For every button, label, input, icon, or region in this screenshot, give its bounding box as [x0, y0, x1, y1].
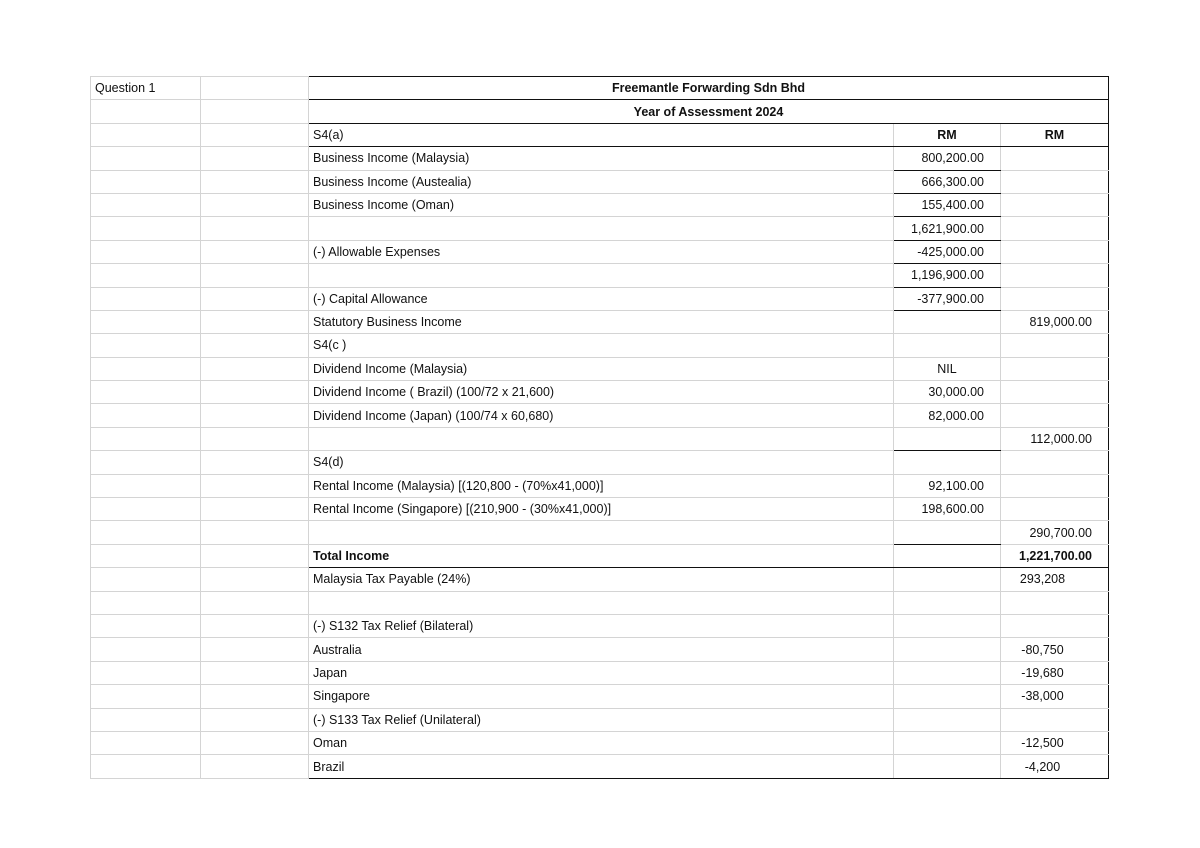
empty-cell[interactable]: [91, 240, 201, 263]
row-label[interactable]: Dividend Income ( Brazil) (100/72 x 21,600): [309, 381, 894, 404]
question-label-cell[interactable]: Question 1: [91, 77, 201, 100]
amount-a-cell[interactable]: [894, 708, 1001, 731]
amount-a-cell[interactable]: 1,621,900.00: [894, 217, 1001, 240]
empty-cell[interactable]: [201, 147, 309, 170]
amount-b-cell[interactable]: [1001, 708, 1109, 731]
table-row: [91, 170, 1109, 193]
row-label[interactable]: S4(d): [309, 451, 894, 474]
empty-cell[interactable]: [91, 264, 201, 287]
empty-cell[interactable]: [91, 334, 201, 357]
row-label[interactable]: Australia: [309, 638, 894, 661]
table-row: [91, 264, 1109, 287]
empty-cell[interactable]: [201, 240, 309, 263]
amount-a-cell[interactable]: [894, 568, 1001, 591]
row-label[interactable]: (-) Capital Allowance: [309, 287, 894, 310]
amount-b-cell[interactable]: [1001, 498, 1109, 521]
row-label[interactable]: (-) S133 Tax Relief (Unilateral): [309, 708, 894, 731]
empty-cell[interactable]: [201, 638, 309, 661]
amount-b-cell[interactable]: [1001, 193, 1109, 216]
empty-cell[interactable]: [201, 568, 309, 591]
empty-cell[interactable]: [201, 404, 309, 427]
empty-cell[interactable]: [91, 170, 201, 193]
table-row: [91, 731, 1109, 754]
empty-cell[interactable]: [201, 170, 309, 193]
amount-b-cell[interactable]: [1001, 170, 1109, 193]
amount-b-cell[interactable]: [1001, 217, 1109, 240]
table-row: [91, 685, 1109, 708]
amount-b-cell[interactable]: [1001, 357, 1109, 380]
amount-b-cell[interactable]: [1001, 474, 1109, 497]
amount-a-cell[interactable]: [894, 755, 1001, 778]
row-label[interactable]: Total Income: [309, 544, 894, 567]
table-row: [91, 568, 1109, 591]
amount-a-cell[interactable]: -425,000.00: [894, 240, 1001, 263]
empty-cell[interactable]: [91, 638, 201, 661]
empty-cell[interactable]: [91, 661, 201, 684]
row-label[interactable]: Business Income (Oman): [309, 193, 894, 216]
empty-cell[interactable]: [91, 217, 201, 240]
empty-cell[interactable]: [201, 661, 309, 684]
amount-a-cell[interactable]: [894, 451, 1001, 474]
row-label[interactable]: Rental Income (Malaysia) [(120,800 - (70%x41,000)]: [309, 474, 894, 497]
empty-cell[interactable]: [201, 544, 309, 567]
amount-b-cell[interactable]: 293,208: [1001, 568, 1109, 591]
empty-cell[interactable]: [91, 193, 201, 216]
amount-a-cell[interactable]: [894, 544, 1001, 567]
amount-a-cell[interactable]: 30,000.00: [894, 381, 1001, 404]
empty-cell[interactable]: [201, 217, 309, 240]
empty-cell[interactable]: [201, 498, 309, 521]
amount-b-cell[interactable]: [1001, 381, 1109, 404]
empty-cell[interactable]: [201, 427, 309, 450]
empty-cell[interactable]: [201, 474, 309, 497]
empty-cell[interactable]: [91, 404, 201, 427]
empty-cell[interactable]: [91, 568, 201, 591]
amount-b-cell[interactable]: [1001, 147, 1109, 170]
table-row: [91, 521, 1109, 544]
amount-b-cell[interactable]: 112,000.00: [1001, 427, 1109, 450]
empty-cell[interactable]: [91, 474, 201, 497]
amount-a-cell[interactable]: 82,000.00: [894, 404, 1001, 427]
amount-a-cell[interactable]: [894, 310, 1001, 333]
empty-cell[interactable]: [201, 591, 309, 614]
amount-a-cell[interactable]: 198,600.00: [894, 498, 1001, 521]
row-label[interactable]: Statutory Business Income: [309, 310, 894, 333]
table-row: [91, 357, 1109, 380]
empty-cell[interactable]: [91, 357, 201, 380]
amount-b-cell[interactable]: [1001, 591, 1109, 614]
table-row: [91, 381, 1109, 404]
empty-cell[interactable]: [201, 287, 309, 310]
amount-a-cell[interactable]: [894, 638, 1001, 661]
empty-cell[interactable]: [91, 310, 201, 333]
table-row: [91, 193, 1109, 216]
row-label[interactable]: S4(c ): [309, 334, 894, 357]
table-row: [91, 147, 1109, 170]
company-name[interactable]: Freemantle Forwarding Sdn Bhd: [309, 77, 1109, 100]
amount-b-cell[interactable]: -4,200: [1001, 755, 1109, 778]
empty-cell[interactable]: [201, 755, 309, 778]
empty-cell[interactable]: [201, 357, 309, 380]
row-label[interactable]: Japan: [309, 661, 894, 684]
empty-cell[interactable]: [91, 521, 201, 544]
row-label[interactable]: [309, 591, 894, 614]
empty-cell[interactable]: [201, 193, 309, 216]
amount-b-cell[interactable]: -38,000: [1001, 685, 1109, 708]
table-row: [91, 638, 1109, 661]
row-label[interactable]: Dividend Income (Malaysia): [309, 357, 894, 380]
table-row: [91, 614, 1109, 637]
amount-a-cell[interactable]: [894, 334, 1001, 357]
empty-cell[interactable]: [91, 755, 201, 778]
amount-a-cell[interactable]: 666,300.00: [894, 170, 1001, 193]
empty-cell[interactable]: [91, 147, 201, 170]
amount-b-cell[interactable]: -12,500: [1001, 731, 1109, 754]
table-row: [91, 591, 1109, 614]
table-row: [91, 217, 1109, 240]
empty-cell[interactable]: [91, 544, 201, 567]
empty-cell[interactable]: [201, 123, 309, 146]
amount-b-cell[interactable]: [1001, 240, 1109, 263]
amount-a-cell[interactable]: [894, 661, 1001, 684]
amount-b-cell[interactable]: 819,000.00: [1001, 310, 1109, 333]
sheet-body: [91, 77, 1109, 779]
amount-a-cell[interactable]: [894, 731, 1001, 754]
empty-cell[interactable]: [201, 100, 309, 123]
amount-a-cell[interactable]: [894, 591, 1001, 614]
row-label[interactable]: Malaysia Tax Payable (24%): [309, 568, 894, 591]
row-label[interactable]: Business Income (Austealia): [309, 170, 894, 193]
amount-b-cell[interactable]: [1001, 287, 1109, 310]
amount-a-cell[interactable]: [894, 614, 1001, 637]
row-label[interactable]: [309, 427, 894, 450]
row-label[interactable]: [309, 217, 894, 240]
table-row: [91, 544, 1109, 567]
row-label[interactable]: [309, 521, 894, 544]
empty-cell[interactable]: [201, 731, 309, 754]
amount-b-cell[interactable]: -19,680: [1001, 661, 1109, 684]
empty-cell[interactable]: [201, 310, 309, 333]
empty-cell[interactable]: [91, 100, 201, 123]
rm-header-1[interactable]: RM: [894, 123, 1001, 146]
amount-a-cell[interactable]: NIL: [894, 357, 1001, 380]
empty-cell[interactable]: [91, 614, 201, 637]
amount-a-cell[interactable]: -377,900.00: [894, 287, 1001, 310]
empty-cell[interactable]: [201, 614, 309, 637]
amount-b-cell[interactable]: 290,700.00: [1001, 521, 1109, 544]
year-row: [91, 100, 1109, 123]
table-row: [91, 661, 1109, 684]
table-row: [91, 427, 1109, 450]
amount-b-cell[interactable]: [1001, 264, 1109, 287]
amount-a-cell[interactable]: [894, 427, 1001, 450]
row-label[interactable]: Singapore: [309, 685, 894, 708]
empty-cell[interactable]: [201, 77, 309, 100]
empty-cell[interactable]: [201, 334, 309, 357]
amount-b-cell[interactable]: [1001, 334, 1109, 357]
empty-cell[interactable]: [91, 381, 201, 404]
amount-a-cell[interactable]: 800,200.00: [894, 147, 1001, 170]
empty-cell[interactable]: [91, 123, 201, 146]
row-label[interactable]: (-) S132 Tax Relief (Bilateral): [309, 614, 894, 637]
table-row: [91, 755, 1109, 778]
table-row: [91, 240, 1109, 263]
amount-b-cell[interactable]: 1,221,700.00: [1001, 544, 1109, 567]
empty-cell[interactable]: [201, 521, 309, 544]
empty-cell[interactable]: [91, 591, 201, 614]
amount-a-cell[interactable]: [894, 521, 1001, 544]
empty-cell[interactable]: [91, 498, 201, 521]
empty-cell[interactable]: [201, 685, 309, 708]
empty-cell[interactable]: [201, 264, 309, 287]
row-label[interactable]: Dividend Income (Japan) (100/74 x 60,680): [309, 404, 894, 427]
rm-header-2[interactable]: RM: [1001, 123, 1109, 146]
row-label[interactable]: S4(a): [309, 123, 894, 146]
amount-a-cell[interactable]: 92,100.00: [894, 474, 1001, 497]
amount-a-cell[interactable]: 1,196,900.00: [894, 264, 1001, 287]
row-label[interactable]: Brazil: [309, 755, 894, 778]
empty-cell[interactable]: [201, 381, 309, 404]
row-label[interactable]: Oman: [309, 731, 894, 754]
empty-cell[interactable]: [91, 427, 201, 450]
table-row: [91, 708, 1109, 731]
table-row: [91, 404, 1109, 427]
empty-cell[interactable]: [201, 451, 309, 474]
table-row: [91, 287, 1109, 310]
empty-cell[interactable]: [91, 731, 201, 754]
year-of-assessment[interactable]: Year of Assessment 2024: [309, 100, 1109, 123]
amount-a-cell[interactable]: [894, 685, 1001, 708]
empty-cell[interactable]: [91, 287, 201, 310]
table-row: [91, 310, 1109, 333]
table-row: [91, 451, 1109, 474]
empty-cell[interactable]: [91, 708, 201, 731]
title-row: [91, 77, 1109, 100]
table-row: [91, 474, 1109, 497]
table-row: [91, 123, 1109, 146]
empty-cell[interactable]: [201, 708, 309, 731]
table-row: [91, 498, 1109, 521]
row-label[interactable]: (-) Allowable Expenses: [309, 240, 894, 263]
amount-b-cell[interactable]: [1001, 451, 1109, 474]
amount-b-cell[interactable]: [1001, 614, 1109, 637]
amount-b-cell[interactable]: [1001, 404, 1109, 427]
empty-cell[interactable]: [91, 685, 201, 708]
amount-b-cell[interactable]: -80,750: [1001, 638, 1109, 661]
tax-computation-sheet: [90, 76, 1109, 779]
row-label[interactable]: Business Income (Malaysia): [309, 147, 894, 170]
table-row: [91, 334, 1109, 357]
amount-a-cell[interactable]: 155,400.00: [894, 193, 1001, 216]
row-label[interactable]: Rental Income (Singapore) [(210,900 - (30%x41,000)]: [309, 498, 894, 521]
row-label[interactable]: [309, 264, 894, 287]
empty-cell[interactable]: [91, 451, 201, 474]
